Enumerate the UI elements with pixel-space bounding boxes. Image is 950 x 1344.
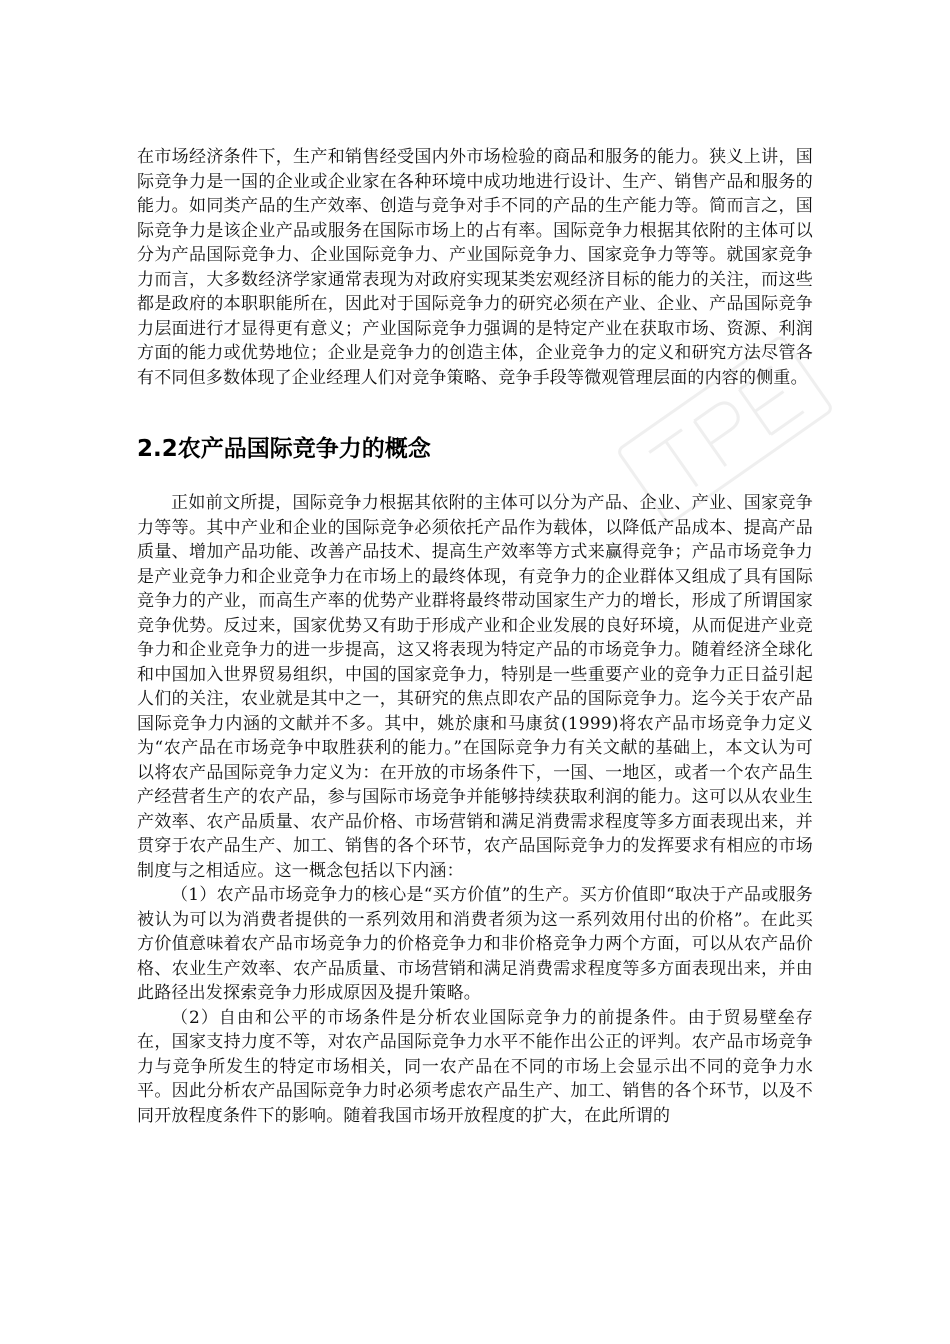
- section-heading: 2.2农产品国际竞争力的概念: [137, 436, 431, 462]
- point-1-paragraph: （1）农产品市场竞争力的核心是“买方价值”的生产。买方价值即“取决于产品或服务被认为可以为消费者提供的一系列效用和消费者须为这一系列效用付出的价格”。在此买方价值意味着农产品市场竞争力的价格竞争力和非价格竞争力两个方面，可以从农产品价格、农业生产效率、农产品质量、市场营销和满足消费需求程度等多方面表现出来，并由此路径出发探索竞争力形成原因及提升策略。: [137, 885, 813, 1003]
- main-paragraph: 正如前文所提，国际竞争力根据其依附的主体可以分为产品、企业、产业、国家竞争力等等。其中产业和企业的国际竞争必须依托产品作为载体，以降低产品成本、提高产品质量、增加产品功能、改善产品技术、提高生产效率等方式来赢得竞争；产品市场竞争力是产业竞争力和企业竞争力在市场上的最终体现，有竞争力的企业群体又组成了具有国际竞争力的产业，而高生产率的优势产业群将最终带动国家生产力的增长，形成了所谓国家竞争优势。反过来，国家优势又有助于形成产业和企业发展的良好环境，从而促进产业竞争力和企业竞争力的进一步提高，这又将表现为特定产品的市场竞争力。随着经济全球化和中国加入世界贸易组织，中国的国家竞争力，特别是一些重要产业的竞争力正日益引起人们的关注，农业就是其中之一，其研究的焦点即农产品的国际竞争力。迄今关于农产品国际竞争力内涵的文献并不多。其中，姚於康和马康贫(1999)将农产品市场竞争力定义为“农产品在市场竞争中取胜获利的能力。”在国际竞争力有关文献的基础上，本文认为可以将农产品国际竞争力定义为：在开放的市场条件下，一国、一地区，或者一个农产品生产经营者生产的农产品，参与国际市场竞争并能够持续获取利润的能力。这可以从农业生产效率、农产品质量、农产品价格、市场营销和满足消费需求程度等多方面表现出来，并贯穿于农产品生产、加工、销售的各个环节，农产品国际竞争力的发挥要求有相应的市场制度与之相适应。这一概念包括以下内涵：: [137, 493, 813, 881]
- point-2-paragraph: （2）自由和公平的市场条件是分析农业国际竞争力的前提条件。由于贸易壁垒存在，国家支持力度不等，对农产品国际竞争力水平不能作出公正的评判。农产品市场竞争力与竞争所发生的特定市场相关，同一农产品在不同的市场上会显示出不同的竞争力水平。因此分析农产品国际竞争力时必须考虑农产品生产、加工、销售的各个环节，以及不同开放程度条件下的影响。随着我国市场开放程度的扩大，在此所谓的: [137, 1007, 813, 1126]
- intro-paragraph: 在市场经济条件下，生产和销售经受国内外市场检验的商品和服务的能力。狭义上讲，国际竞争力是一国的企业或企业家在各种环境中成功地进行设计、生产、销售产品和服务的能力。如同类产品的生产效率、创造与竞争对手不同的产品的生产能力等。简而言之，国际竞争力是该企业产品或服务在国际市场上的占有率。国际竞争力根据其依附的主体可以分为产品国际竞争力、企业国际竞争力、产业国际竞争力、国家竞争力等等。就国家竞争力而言，大多数经济学家通常表现为对政府实现某类宏观经济目标的能力的关注，而这些都是政府的本职职能所在，因此对于国际竞争力的研究必须在产业、企业、产品国际竞争力层面进行才显得更有意义；产业国际竞争力强调的是特定产业在获取市场、资源、利润方面的能力或优势地位；企业是竞争力的创造主体，企业竞争力的定义和研究方法尽管各有不同但多数体现了企业经理人们对竞争策略、竞争手段等微观管理层面的内容的侧重。: [137, 147, 813, 388]
- intro-section: [137, 145, 813, 390]
- concept-section: [137, 491, 813, 1128]
